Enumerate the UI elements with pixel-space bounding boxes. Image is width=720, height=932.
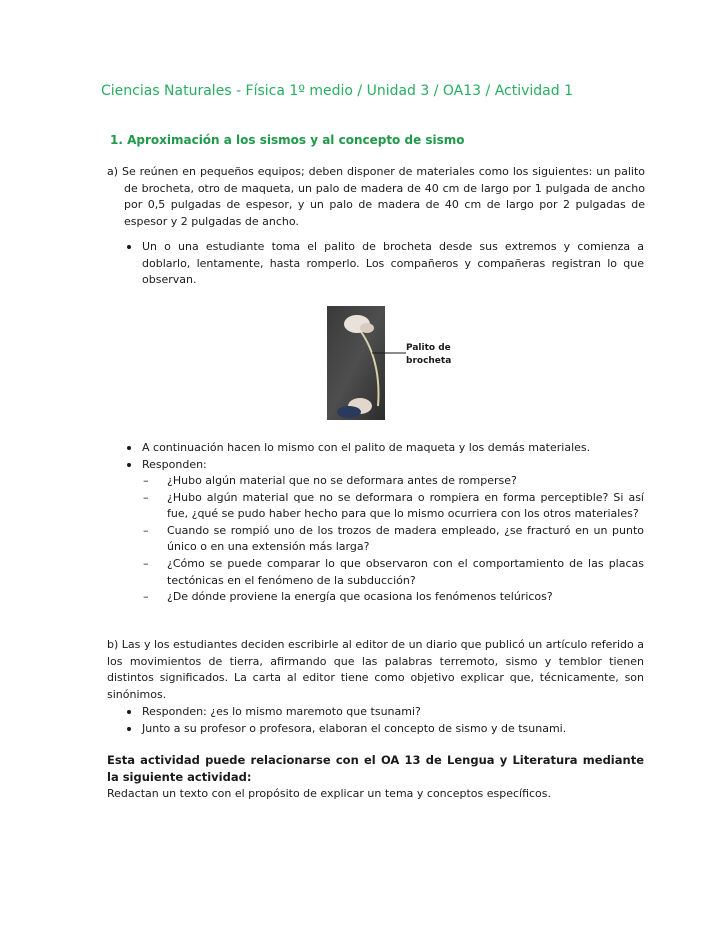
list-item: Junto a su profesor o profesora, elaboran el concepto de sismo y de tsunami. [124,721,644,738]
list-item: – Cuando se rompió uno de los trozos de madera empleado, ¿se fracturó en un punto único o en una extensión más larga? [143,523,644,556]
questions-list [143,473,644,606]
closing-text: Redactan un texto con el propósito de explicar un tema y conceptos específicos. [107,787,552,800]
part-a-paragraph: a) Se reúnen en pequeños equipos; deben disponer de materiales como los siguientes: un palito de brocheta, otro de maqueta, un palo de madera de 40 cm de largo por 1 pulgada de ancho por 0,5 pulgadas de espesor, y un palo de madera de 40 cm de largo por 2 pulgadas de espesor y 2 pulgadas de ancho. [107,165,645,228]
list-item: – ¿Cómo se puede comparar lo que observaron con el comportamiento de las placas tectónicas en el fenómeno de la subducción? [143,556,644,589]
list-item: Un o una estudiante toma el palito de brocheta desde sus extremos y comienza a doblarlo, lentamente, hasta romperlo. Los compañeros y compañeras registran lo que observan. [124,239,644,289]
list-item: – ¿Hubo algún material que no se deformara antes de romperse? [143,473,644,490]
part-a-bullets-top [124,239,644,289]
list-item: Responden: ¿es lo mismo maremoto que tsunami? [124,704,644,721]
list-item: – ¿Hubo algún material que no se deformara o rompiera en forma perceptible? Si así fue, ¿qué se pudo haber hecho para que lo mismo ocurriera con los otros materiales? [143,490,644,523]
list-item: A continuación hacen lo mismo con el palito de maqueta y los demás materiales. [124,440,644,457]
pointer-line [372,350,406,356]
section-title: 1. Aproximación a los sismos y al concepto de sismo [110,133,465,147]
page-title: Ciencias Naturales - Física 1º medio / Unidad 3 / OA13 / Actividad 1 [101,83,573,99]
part-b-bullets [124,704,644,737]
photo-label [406,342,451,368]
photo-label-line: brocheta [406,356,452,366]
photo-label-line: Palito de [406,343,451,353]
cross-subject-note: Esta actividad puede relacionarse con el OA 13 de Lengua y Literatura mediante la siguiente actividad: [107,753,644,784]
part-b-paragraph: b) Las y los estudiantes deciden escribirle al editor de un diario que publicó un artículo referido a los movimientos de tierra, afirmando que las palabras terremoto, sismo y temblor tienen distintos significados. La carta al editor tiene como objetivo explicar que, técnicamente, son sinónimos. [107,638,644,701]
skewer-photo [327,306,385,420]
part-a-bullets-bottom [124,440,644,473]
list-item: – ¿De dónde proviene la energía que ocasiona los fenómenos telúricos? [143,589,644,606]
list-item: Responden: [124,457,644,474]
